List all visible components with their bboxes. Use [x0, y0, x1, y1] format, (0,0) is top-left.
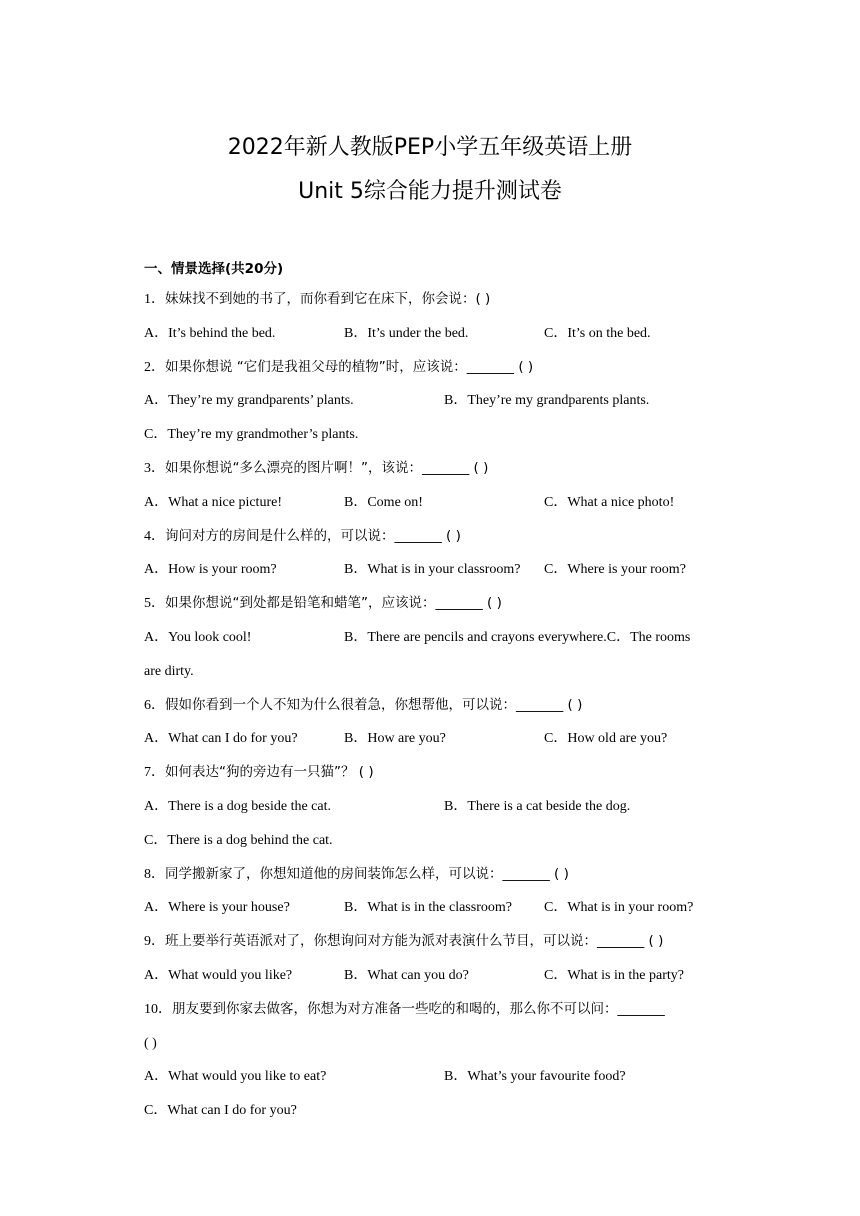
question-text: 如果你想说 “它们是我祖父母的植物”时，应该说：_______ ( )	[165, 358, 534, 375]
question-stem	[144, 283, 734, 317]
answer-option[interactable]: A．What would you like?	[144, 967, 293, 983]
answer-option[interactable]: C．They’re my grandmother’s plants.	[144, 427, 359, 443]
answer-option[interactable]: C．There is a dog behind the cat.	[144, 832, 333, 848]
question-text: 如果你想说“多么漂亮的图片啊！”，该说：_______ ( )	[165, 459, 489, 476]
answer-option[interactable]: A．Where is your house?	[144, 900, 290, 916]
question-number: 3．	[144, 460, 165, 476]
options-row	[144, 486, 734, 520]
question-number: 4．	[144, 528, 165, 544]
question-number: 9．	[144, 934, 165, 950]
answer-option[interactable]: A．There is a dog beside the cat.	[144, 798, 331, 814]
question-stem	[144, 689, 734, 723]
options-row	[144, 722, 734, 756]
options-row	[144, 959, 734, 993]
answer-option[interactable]: C．It’s on the bed.	[544, 325, 651, 341]
question-stem	[144, 587, 734, 621]
options-row	[144, 1094, 734, 1128]
options-row	[144, 553, 734, 587]
question-stem	[144, 520, 734, 554]
answer-option[interactable]: C．What can I do for you?	[144, 1103, 297, 1119]
question-number: 8．	[144, 866, 165, 882]
answer-option[interactable]: A．How is your room?	[144, 562, 277, 578]
question-stem	[144, 993, 734, 1027]
answer-option[interactable]: B．It’s under the bed.	[344, 325, 469, 341]
question-text: 如果你想说“到处都是铅笔和蜡笔”，应该说：_______ ( )	[165, 595, 502, 612]
question-stem	[144, 452, 734, 486]
question-list	[144, 256, 734, 1128]
answer-option[interactable]: C．What a nice photo!	[544, 494, 675, 510]
question-number: 1．	[144, 292, 165, 307]
question-number: 10．	[144, 1001, 172, 1017]
options-row	[144, 1060, 734, 1094]
answer-option[interactable]: A．They’re my grandparents’ plants.	[144, 393, 354, 409]
answer-option[interactable]: B．What is in the classroom?	[344, 900, 512, 916]
question-text: 妹妹找不到她的书了，而你看到它在床下，你会说：( )	[165, 291, 491, 307]
answer-option[interactable]: C．What is in your room?	[544, 900, 694, 916]
question-number: 5．	[144, 596, 165, 612]
section-heading: 一、情景选择(共20分)	[144, 261, 284, 277]
answer-option[interactable]: B．There is a cat beside the dog.	[444, 798, 631, 814]
options-row	[144, 317, 734, 351]
question-number: 2．	[144, 359, 165, 375]
answer-option[interactable]: C．What is in the party?	[544, 967, 684, 983]
question-text: 朋友要到你家去做客，你想为对方准备一些吃的和喝的，那么你不可以问：_______	[172, 1000, 665, 1017]
question-text: 询问对方的房间是什么样的，可以说：_______ ( )	[165, 527, 461, 544]
options-row	[144, 621, 734, 655]
question-text: 假如你看到一个人不知为什么很着急，你想帮他，可以说：_______ ( )	[165, 696, 583, 713]
question-number: 7．	[144, 765, 165, 781]
question-number: 6．	[144, 697, 165, 713]
options-row	[144, 790, 734, 824]
answer-option[interactable]: B．How are you?	[344, 731, 446, 747]
title-line-1: 2022年新人教版PEP小学五年级英语上册	[227, 135, 633, 160]
options-row	[144, 384, 734, 418]
answer-option[interactable]: A．It’s behind the bed.	[144, 325, 276, 341]
question-stem	[144, 351, 734, 385]
answer-option[interactable]: A．What would you like to eat?	[144, 1069, 327, 1085]
answer-option[interactable]: A．What can I do for you?	[144, 731, 298, 747]
answer-option[interactable]: A．You look cool!	[144, 629, 252, 645]
answer-option[interactable]: B．What’s your favourite food?	[444, 1069, 626, 1085]
options-row	[144, 891, 734, 925]
answer-option[interactable]: B．There are pencils and crayons everywhere.C．The rooms	[344, 629, 691, 645]
answer-option[interactable]: B．What is in your classroom?	[344, 562, 521, 578]
options-row-wrapped	[144, 655, 734, 689]
answer-option[interactable]: C．Where is your room?	[544, 562, 686, 578]
answer-option[interactable]: B．What can you do?	[344, 967, 469, 983]
question-stem	[144, 925, 734, 959]
answer-option[interactable]: B．Come on!	[344, 494, 423, 510]
question-stem	[144, 858, 734, 892]
question-stem-continued: ( )	[144, 1035, 157, 1051]
title-line-2: Unit 5综合能力提升测试卷	[298, 179, 562, 204]
document-title	[0, 126, 860, 214]
question-text: 班上要举行英语派对了，你想询问对方能为派对表演什么节目，可以说：_______ ( )	[165, 933, 664, 950]
answer-option[interactable]: A．What a nice picture!	[144, 494, 282, 510]
question-text: 同学搬新家了，你想知道他的房间装饰怎么样，可以说：_______ ( )	[165, 865, 569, 882]
answer-option[interactable]: B．They’re my grandparents plants.	[444, 393, 650, 409]
question-text: 如何表达“狗的旁边有一只猫”？ ( )	[165, 764, 374, 781]
answer-option[interactable]: C．How old are you?	[544, 731, 668, 747]
options-row	[144, 418, 734, 452]
answer-option-continued: are dirty.	[144, 663, 194, 679]
options-row	[144, 824, 734, 858]
question-stem	[144, 756, 734, 790]
